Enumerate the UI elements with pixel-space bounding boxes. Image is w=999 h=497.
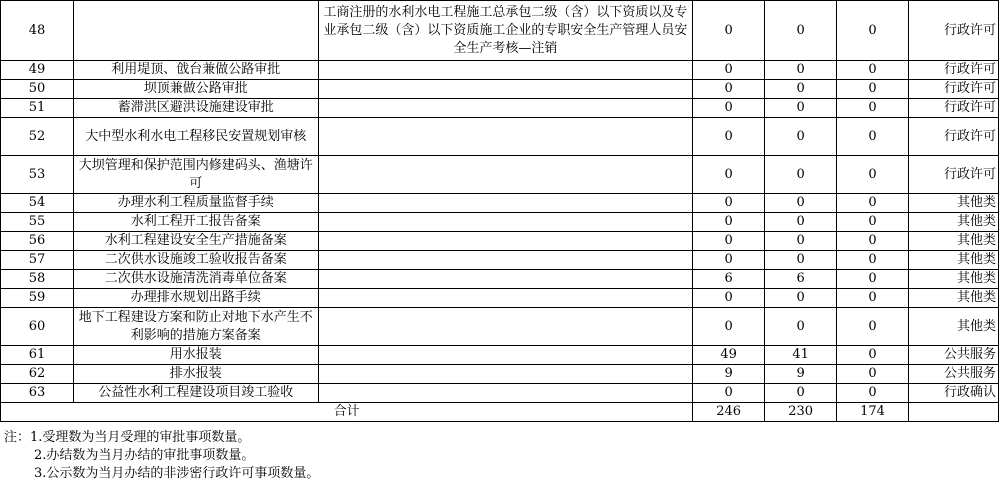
published-count: 0	[837, 156, 909, 194]
table-row	[1, 251, 999, 270]
item-category: 公共服务	[909, 346, 999, 365]
published-count: 0	[837, 365, 909, 384]
accepted-count: 0	[693, 384, 765, 403]
table-row	[1, 61, 999, 80]
accepted-count: 0	[693, 194, 765, 213]
item-name: 办理排水规划出路手续	[73, 289, 318, 308]
completed-count: 0	[765, 99, 837, 118]
row-number: 49	[1, 61, 74, 80]
table-row	[1, 118, 999, 156]
row-number: 61	[1, 346, 74, 365]
completed-count: 0	[765, 308, 837, 346]
total-label: 合计	[1, 403, 693, 422]
item-category: 其他类	[909, 194, 999, 213]
item-category: 其他类	[909, 251, 999, 270]
footnote-2: 2.办结数为当月办结的审批事项数量。	[34, 448, 255, 463]
row-number: 48	[1, 1, 74, 61]
item-subtype	[318, 308, 693, 346]
accepted-count: 0	[693, 99, 765, 118]
accepted-count: 0	[693, 251, 765, 270]
table-row	[1, 156, 999, 194]
total-row	[1, 403, 999, 422]
item-name: 水利工程建设安全生产措施备案	[73, 232, 318, 251]
item-category: 其他类	[909, 232, 999, 251]
row-number: 63	[1, 384, 74, 403]
published-count: 0	[837, 289, 909, 308]
total-accepted: 246	[693, 403, 765, 422]
item-name: 地下工程建设方案和防止对地下水产生不利影响的措施方案备案	[73, 308, 318, 346]
table-row	[1, 384, 999, 403]
item-subtype	[318, 365, 693, 384]
item-name: 水利工程开工报告备案	[73, 213, 318, 232]
item-category: 行政许可	[909, 80, 999, 99]
table-row	[1, 232, 999, 251]
completed-count: 0	[765, 232, 837, 251]
footnotes	[4, 429, 319, 483]
item-subtype	[318, 61, 693, 80]
footnote-1: 注：1.受理数为当月受理的审批事项数量。	[4, 430, 251, 445]
item-category: 行政许可	[909, 61, 999, 80]
item-category: 行政许可	[909, 99, 999, 118]
item-name: 办理水利工程质量监督手续	[73, 194, 318, 213]
item-name: 二次供水设施竣工验收报告备案	[73, 251, 318, 270]
accepted-count: 0	[693, 213, 765, 232]
total-category	[909, 403, 999, 422]
item-category: 其他类	[909, 308, 999, 346]
item-subtype: 工商注册的水利水电工程施工总承包二级（含）以下资质以及专业承包二级（含）以下资质施工企业的专职安全生产管理人员安全生产考核—注销	[318, 1, 693, 61]
item-name: 大坝管理和保护范围内修建码头、渔塘许可	[73, 156, 318, 194]
completed-count: 41	[765, 346, 837, 365]
published-count: 0	[837, 270, 909, 289]
published-count: 0	[837, 61, 909, 80]
accepted-count: 49	[693, 346, 765, 365]
published-count: 0	[837, 251, 909, 270]
published-count: 0	[837, 99, 909, 118]
accepted-count: 9	[693, 365, 765, 384]
item-category: 行政许可	[909, 1, 999, 61]
table-row	[1, 289, 999, 308]
item-category: 其他类	[909, 270, 999, 289]
table-row	[1, 194, 999, 213]
accepted-count: 0	[693, 289, 765, 308]
row-number: 57	[1, 251, 74, 270]
item-category: 其他类	[909, 289, 999, 308]
completed-count: 6	[765, 270, 837, 289]
table-row	[1, 308, 999, 346]
accepted-count: 0	[693, 156, 765, 194]
row-number: 54	[1, 194, 74, 213]
item-category: 公共服务	[909, 365, 999, 384]
row-number: 51	[1, 99, 74, 118]
item-subtype	[318, 213, 693, 232]
item-name: 二次供水设施清洗消毒单位备案	[73, 270, 318, 289]
accepted-count: 0	[693, 308, 765, 346]
item-subtype	[318, 289, 693, 308]
accepted-count: 0	[693, 80, 765, 99]
published-count: 0	[837, 1, 909, 61]
item-category: 行政确认	[909, 384, 999, 403]
item-subtype	[318, 251, 693, 270]
total-completed: 230	[765, 403, 837, 422]
published-count: 0	[837, 384, 909, 403]
footnote-3: 3.公示数为当月办结的非涉密行政许可事项数量。	[34, 466, 320, 481]
row-number: 55	[1, 213, 74, 232]
item-subtype	[318, 384, 693, 403]
completed-count: 0	[765, 213, 837, 232]
table-row	[1, 99, 999, 118]
published-count: 0	[837, 346, 909, 365]
total-published: 174	[837, 403, 909, 422]
item-subtype	[318, 346, 693, 365]
item-subtype	[318, 99, 693, 118]
published-count: 0	[837, 213, 909, 232]
table-row	[1, 346, 999, 365]
accepted-count: 0	[693, 61, 765, 80]
accepted-count: 0	[693, 118, 765, 156]
item-subtype	[318, 270, 693, 289]
row-number: 53	[1, 156, 74, 194]
completed-count: 0	[765, 289, 837, 308]
table-row	[1, 365, 999, 384]
accepted-count: 6	[693, 270, 765, 289]
item-name: 公益性水利工程建设项目竣工验收	[73, 384, 318, 403]
published-count: 0	[837, 194, 909, 213]
completed-count: 0	[765, 61, 837, 80]
item-name: 利用堤顶、戗台兼做公路审批	[73, 61, 318, 80]
completed-count: 0	[765, 384, 837, 403]
item-name: 排水报装	[73, 365, 318, 384]
row-number: 60	[1, 308, 74, 346]
published-count: 0	[837, 118, 909, 156]
completed-count: 9	[765, 365, 837, 384]
item-subtype	[318, 232, 693, 251]
published-count: 0	[837, 232, 909, 251]
item-category: 行政许可	[909, 118, 999, 156]
item-name: 大中型水利水电工程移民安置规划审核	[73, 118, 318, 156]
row-number: 62	[1, 365, 74, 384]
accepted-count: 0	[693, 232, 765, 251]
item-subtype	[318, 80, 693, 99]
item-subtype	[318, 156, 693, 194]
item-name: 用水报装	[73, 346, 318, 365]
completed-count: 0	[765, 156, 837, 194]
completed-count: 0	[765, 194, 837, 213]
row-number: 59	[1, 289, 74, 308]
row-number: 52	[1, 118, 74, 156]
item-subtype	[318, 118, 693, 156]
item-name: 蓄滞洪区避洪设施建设审批	[73, 99, 318, 118]
row-number: 58	[1, 270, 74, 289]
completed-count: 0	[765, 118, 837, 156]
row-number: 50	[1, 80, 74, 99]
published-count: 0	[837, 308, 909, 346]
table-row	[1, 270, 999, 289]
published-count: 0	[837, 80, 909, 99]
item-subtype	[318, 194, 693, 213]
completed-count: 0	[765, 1, 837, 61]
row-number: 56	[1, 232, 74, 251]
table-row	[1, 80, 999, 99]
item-category: 行政许可	[909, 156, 999, 194]
accepted-count: 0	[693, 1, 765, 61]
table-row	[1, 1, 999, 61]
item-name: 坝顶兼做公路审批	[73, 80, 318, 99]
completed-count: 0	[765, 80, 837, 99]
item-name	[73, 1, 318, 61]
item-category: 其他类	[909, 213, 999, 232]
table-row	[1, 213, 999, 232]
completed-count: 0	[765, 251, 837, 270]
